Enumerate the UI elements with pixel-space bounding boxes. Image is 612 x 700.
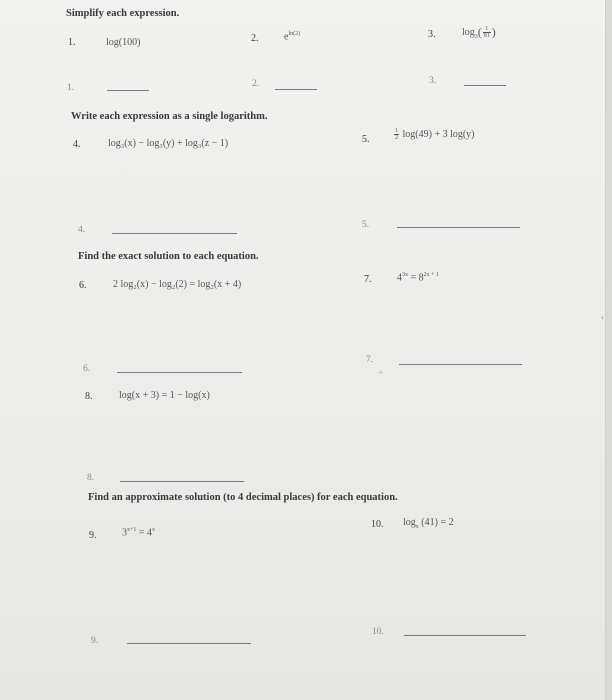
section-heading-approximate-solution: Find an approximate solution (to 4 decimal places) for each equation. bbox=[88, 492, 398, 503]
problem-5-number: 5. bbox=[362, 134, 370, 145]
answer-4-blank[interactable] bbox=[112, 233, 237, 234]
answer-2-number: 2. bbox=[252, 79, 260, 89]
problem-5-terms: log(49) + 3 log(y) bbox=[402, 128, 475, 140]
section-heading-single-log: Write each expression as a single logarithm. bbox=[71, 111, 268, 122]
problem-4-number: 4. bbox=[73, 139, 81, 150]
problem-4-expression: log₃(x) − log₃(y) + log₃(z − 1) bbox=[108, 138, 229, 149]
problem-2-number: 2. bbox=[251, 33, 259, 44]
answer-3-blank[interactable] bbox=[464, 85, 506, 86]
problem-5-expression bbox=[393, 128, 475, 141]
answer-1-number: 1. bbox=[67, 83, 75, 93]
problem-9-equation: $3^{x+1} = 4^x$ bbox=[122, 527, 156, 539]
answer-10-number: 10. bbox=[372, 627, 384, 637]
page-edge bbox=[605, 0, 612, 700]
stray-mark: + bbox=[378, 368, 384, 379]
answer-9-blank[interactable] bbox=[127, 643, 251, 644]
problem-2-base: e bbox=[284, 31, 289, 43]
answer-6-number: 6. bbox=[83, 364, 91, 374]
answer-1-blank[interactable] bbox=[107, 90, 149, 91]
problem-6-number: 6. bbox=[79, 280, 87, 291]
answer-5-number: 5. bbox=[362, 220, 370, 230]
problem-6-equation: 2 log₂(x) − log₂(2) = log₂(x + 4) bbox=[113, 279, 242, 290]
problem-1-number: 1. bbox=[68, 37, 76, 48]
problem-8-number: 8. bbox=[85, 391, 93, 402]
problem-10-number: 10. bbox=[371, 519, 384, 530]
problem-7-equation: $4^{3x} = 8^{2x + 1}$ bbox=[397, 272, 440, 284]
problem-3-number: 3. bbox=[428, 29, 436, 40]
problem-8-equation: log(x + 3) = 1 − log(x) bbox=[119, 390, 210, 401]
problem-7-number: 7. bbox=[364, 274, 372, 285]
section-heading-exact-solution: Find the exact solution to each equation. bbox=[78, 251, 259, 262]
answer-8-blank[interactable] bbox=[120, 481, 244, 482]
answer-2-blank[interactable] bbox=[275, 89, 317, 90]
problem-3-fraction: $\frac{1}{81}$ bbox=[483, 26, 490, 39]
answer-3-number: 3. bbox=[429, 76, 437, 86]
problem-5-fraction: $\frac{1}{2}$ bbox=[395, 128, 398, 141]
edge-arrow-icon: ‹ bbox=[601, 312, 604, 322]
answer-4-number: 4. bbox=[78, 225, 86, 235]
answer-9-number: 9. bbox=[91, 636, 99, 646]
problem-3-base: 3 bbox=[474, 33, 478, 40]
problem-1-expression: log(100) bbox=[106, 37, 141, 48]
problem-10-equation: $\log_x (41) = 2$ bbox=[403, 517, 454, 530]
section-heading-simplify: Simplify each expression. bbox=[66, 8, 180, 19]
problem-3-expression: $\log_3$( $\frac{1}{81}$ ) bbox=[462, 25, 496, 40]
answer-10-blank[interactable] bbox=[404, 635, 526, 636]
answer-6-blank[interactable] bbox=[117, 372, 242, 373]
problem-9-number: 9. bbox=[89, 530, 97, 541]
problem-2-expression bbox=[284, 31, 300, 42]
answer-8-number: 8. bbox=[87, 473, 95, 483]
answer-7-number: 7. bbox=[366, 355, 374, 365]
answer-5-blank[interactable] bbox=[397, 227, 520, 228]
problem-2-exponent: ln(2) bbox=[288, 31, 301, 37]
problem-3-log: log bbox=[462, 26, 475, 38]
answer-7-blank[interactable] bbox=[399, 364, 522, 365]
